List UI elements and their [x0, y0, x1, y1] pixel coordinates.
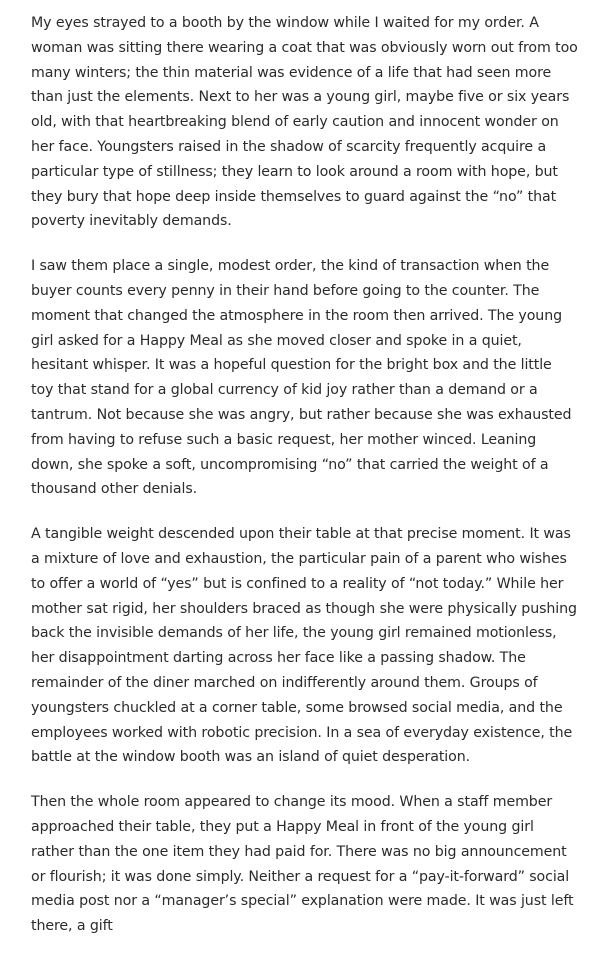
paragraph-1: My eyes strayed to a booth by the window while I waited for my order. A woman was sitting there wearing a coat that was obviously worn out from too many winters; the thin material was evidence of a life that had seen more than just the elements. Next to her was a young girl, maybe five or six years old, with that heartbreaking blend of early caution and innocent wonder on her face. Youngsters raised in the shadow of scarcity frequently acquire a particular type of stillness; they learn to look around a room with hope, but they bury that hope deep inside themselves to guard against the “no” that poverty inevitably demands. — [31, 15, 578, 230]
paragraph-2: I saw them place a single, modest order, the kind of transaction when the buyer counts every penny in their hand before going to the counter. The moment that changed the atmosphere in the room then arrived. The young girl asked for a Happy Meal as she moved closer and spoke in a quiet, hesitant whisper. It was a hopeful question for the bright box and the little toy that stand for a global currency of kid joy rather than a demand or a tantrum. Not because she was angry, but rather because she was exhausted from having to refuse such a basic request, her mother winced. Leaning down, she spoke a soft, uncompromising “no” that carried the weight of a thousand other denials. — [31, 258, 572, 498]
article-body — [31, 11, 578, 959]
paragraph-4: Then the whole room appeared to change its mood. When a staff member approached their table, they put a Happy Meal in front of the young girl rather than the one item they had paid for. There was no big announcement or flourish; it was done simply. Neither a request for a “pay-it-forward” social media post nor a “manager’s special” explanation were made. It was just left there, a gift — [31, 794, 574, 935]
paragraph-3: A tangible weight descended upon their table at that precise moment. It was a mixture of love and exhaustion, the particular pain of a parent who wishes to offer a world of “yes” but is confined to a reality of “not today.” While her mother sat rigid, her shoulders braced as though she were physically pushing back the invisible demands of her life, the young girl remained motionless, her disappointment darting across her face like a passing shadow. The remainder of the diner marched on indifferently around them. Groups of youngsters chuckled at a corner table, some browsed social media, and the employees worked with robotic precision. In a sea of everyday existence, the battle at the window booth was an island of quiet desperation. — [31, 526, 577, 766]
